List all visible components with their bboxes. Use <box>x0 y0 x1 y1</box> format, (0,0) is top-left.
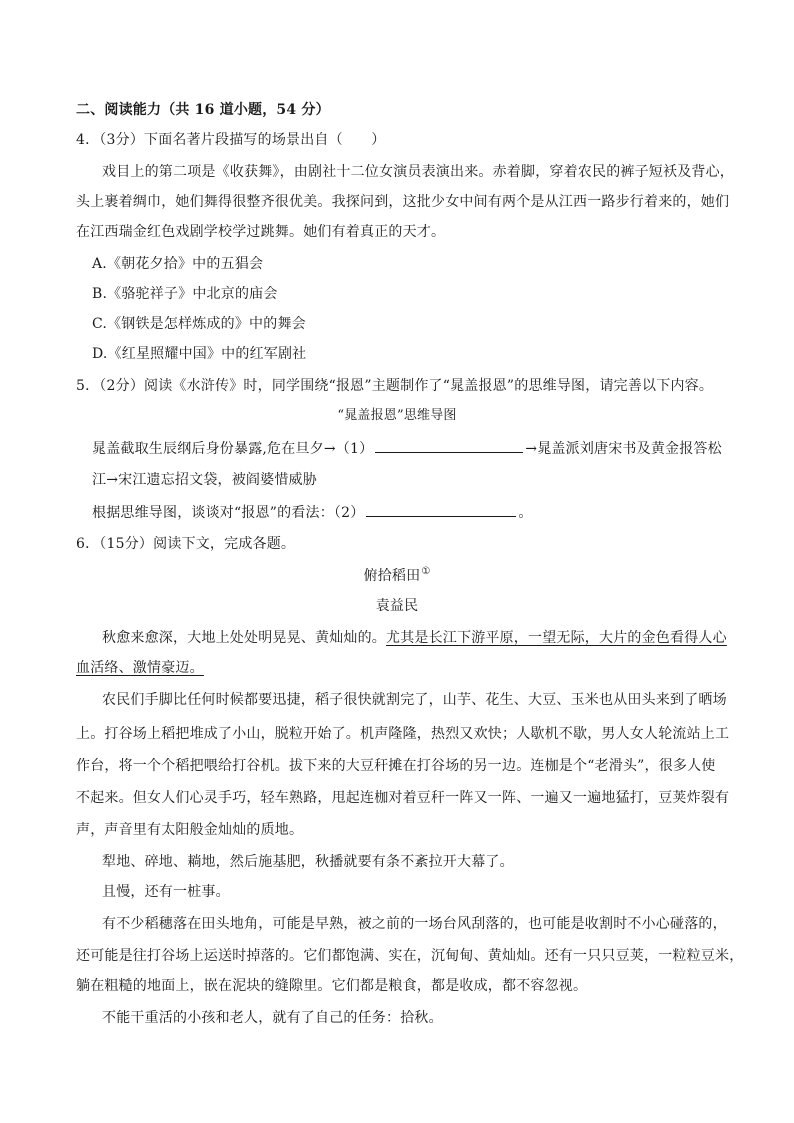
article-paragraph-2-line-3: 作台，将一个个稻把喂给打谷机。拔下来的大豆秆摊在打谷场的另一边。连枷是个“老滑头”，很多人使 <box>76 758 716 774</box>
article-author: 袁益民 <box>375 598 419 614</box>
answer-blank-1[interactable] <box>375 438 523 453</box>
article-title <box>0 566 794 588</box>
article-title-text: 俯拾稻田 <box>363 568 421 584</box>
mind-map-line-1-end: →晁盖派刘唐宋书及黄金报答松 <box>525 441 722 457</box>
q4-passage-line-1: 戏目上的第二项是《收获舞》，由剧社十二位女演员表演出来。赤着脚，穿着农民的裤子短袄及背心， <box>102 164 734 180</box>
article-paragraph-2-line-2: 上。打谷场上稻把堆成了小山，脱粒开始了。机声隆隆，热烈又欢快；人歇机不歇，男人女人轮流站上工 <box>76 726 730 742</box>
section-heading: 二、阅读能力（共 16 道小题，54 分） <box>76 102 330 118</box>
mind-map-title: “晁盖报恩”思维导图 <box>337 408 457 423</box>
footnote-marker: ① <box>421 566 431 577</box>
mind-map-line-1-start: 晁盖截取生辰纲后身份暴露,危在旦夕→（1） <box>92 441 374 457</box>
p1-plain-text: 秋愈来愈深，大地上处处明晃晃、黄灿灿的。 <box>102 630 386 646</box>
article-paragraph-2-line-1: 农民们手脚比任何时候都要迅捷，稻子很快就割完了，山芋、花生、大豆、玉米也从田头来到了晒场 <box>102 692 727 708</box>
article-paragraph-5-line-1: 有不少稻穗落在田头地角，可能是早熟，被之前的一场台风刮落的，也可能是收割时不小心碰落的， <box>102 916 727 932</box>
q5-opinion-end: 。 <box>518 505 533 521</box>
q4-option-d: D.《红星照耀中国》中的红军剧社 <box>92 346 307 362</box>
article-paragraph-1-line-2 <box>76 658 204 678</box>
article-paragraph-5-line-2: 还可能是往打谷场上运送时掉落的。它们都饱满、实在，沉甸甸、黄灿灿。还有一只只豆荚，一粒粒豆米， <box>76 948 744 964</box>
mind-map-line-2: 江→宋江遗忘招文袋，被阎婆惜威胁 <box>92 472 317 488</box>
q4-passage-line-3: 在江西瑞金红色戏剧学校学过跳舞。她们有着真正的天才。 <box>76 224 446 240</box>
p1-underlined-sentence-end: 血活络、激情豪迈。 <box>76 660 204 676</box>
article-paragraph-4: 且慢，还有一桩事。 <box>102 884 230 900</box>
article-paragraph-2-line-5: 声，声音里有太阳般金灿灿的质地。 <box>76 822 304 838</box>
p1-underlined-sentence: 尤其是长江下游平原，一望无际，大片的金色看得人心 <box>386 630 727 646</box>
article-paragraph-5-line-3: 躺在粗糙的地面上，嵌在泥块的缝隙里。它们都是粮食，都是收成，都不容忽视。 <box>76 978 588 994</box>
article-paragraph-3: 犁地、碎地、耥地，然后施基肥，秋播就要有条不紊拉开大幕了。 <box>102 854 514 870</box>
article-paragraph-1-line-1 <box>102 628 727 648</box>
q4-passage-line-2: 头上裹着绸巾，她们舞得很整齐很优美。我探问到，这批少女中间有两个是从江西一路步行着来的，她们 <box>76 194 730 210</box>
answer-blank-2[interactable] <box>366 502 516 517</box>
q4-option-b: B.《骆驼祥子》中北京的庙会 <box>92 286 278 302</box>
question-4-stem: 4．（3分）下面名著片段描写的场景出自（ ） <box>76 132 386 148</box>
q5-opinion-line <box>92 502 533 523</box>
q4-option-c: C.《钢铁是怎样炼成的》中的舞会 <box>92 316 306 332</box>
question-6-stem: 6．（15分）阅读下文，完成各题。 <box>76 536 296 552</box>
article-paragraph-2-line-4: 不起来。但女人们心灵手巧，轻车熟路，甩起连枷对着豆秆一阵又一阵、一遍又一遍地猛打，豆荚炸裂有 <box>76 790 730 806</box>
q4-option-a: A.《朝花夕拾》中的五猖会 <box>92 256 264 272</box>
mind-map-line-1 <box>92 438 722 459</box>
question-5-stem: 5．（2分）阅读《水浒传》时，同学围绕“报恩”主题制作了“晁盖报恩”的思维导图，请完善以下内容。 <box>76 378 714 394</box>
q5-opinion-prompt: 根据思维导图，谈谈对“报恩”的看法：（2） <box>92 505 365 521</box>
article-paragraph-6: 不能干重活的小孩和老人，就有了自己的任务：拾秋。 <box>102 1010 443 1026</box>
